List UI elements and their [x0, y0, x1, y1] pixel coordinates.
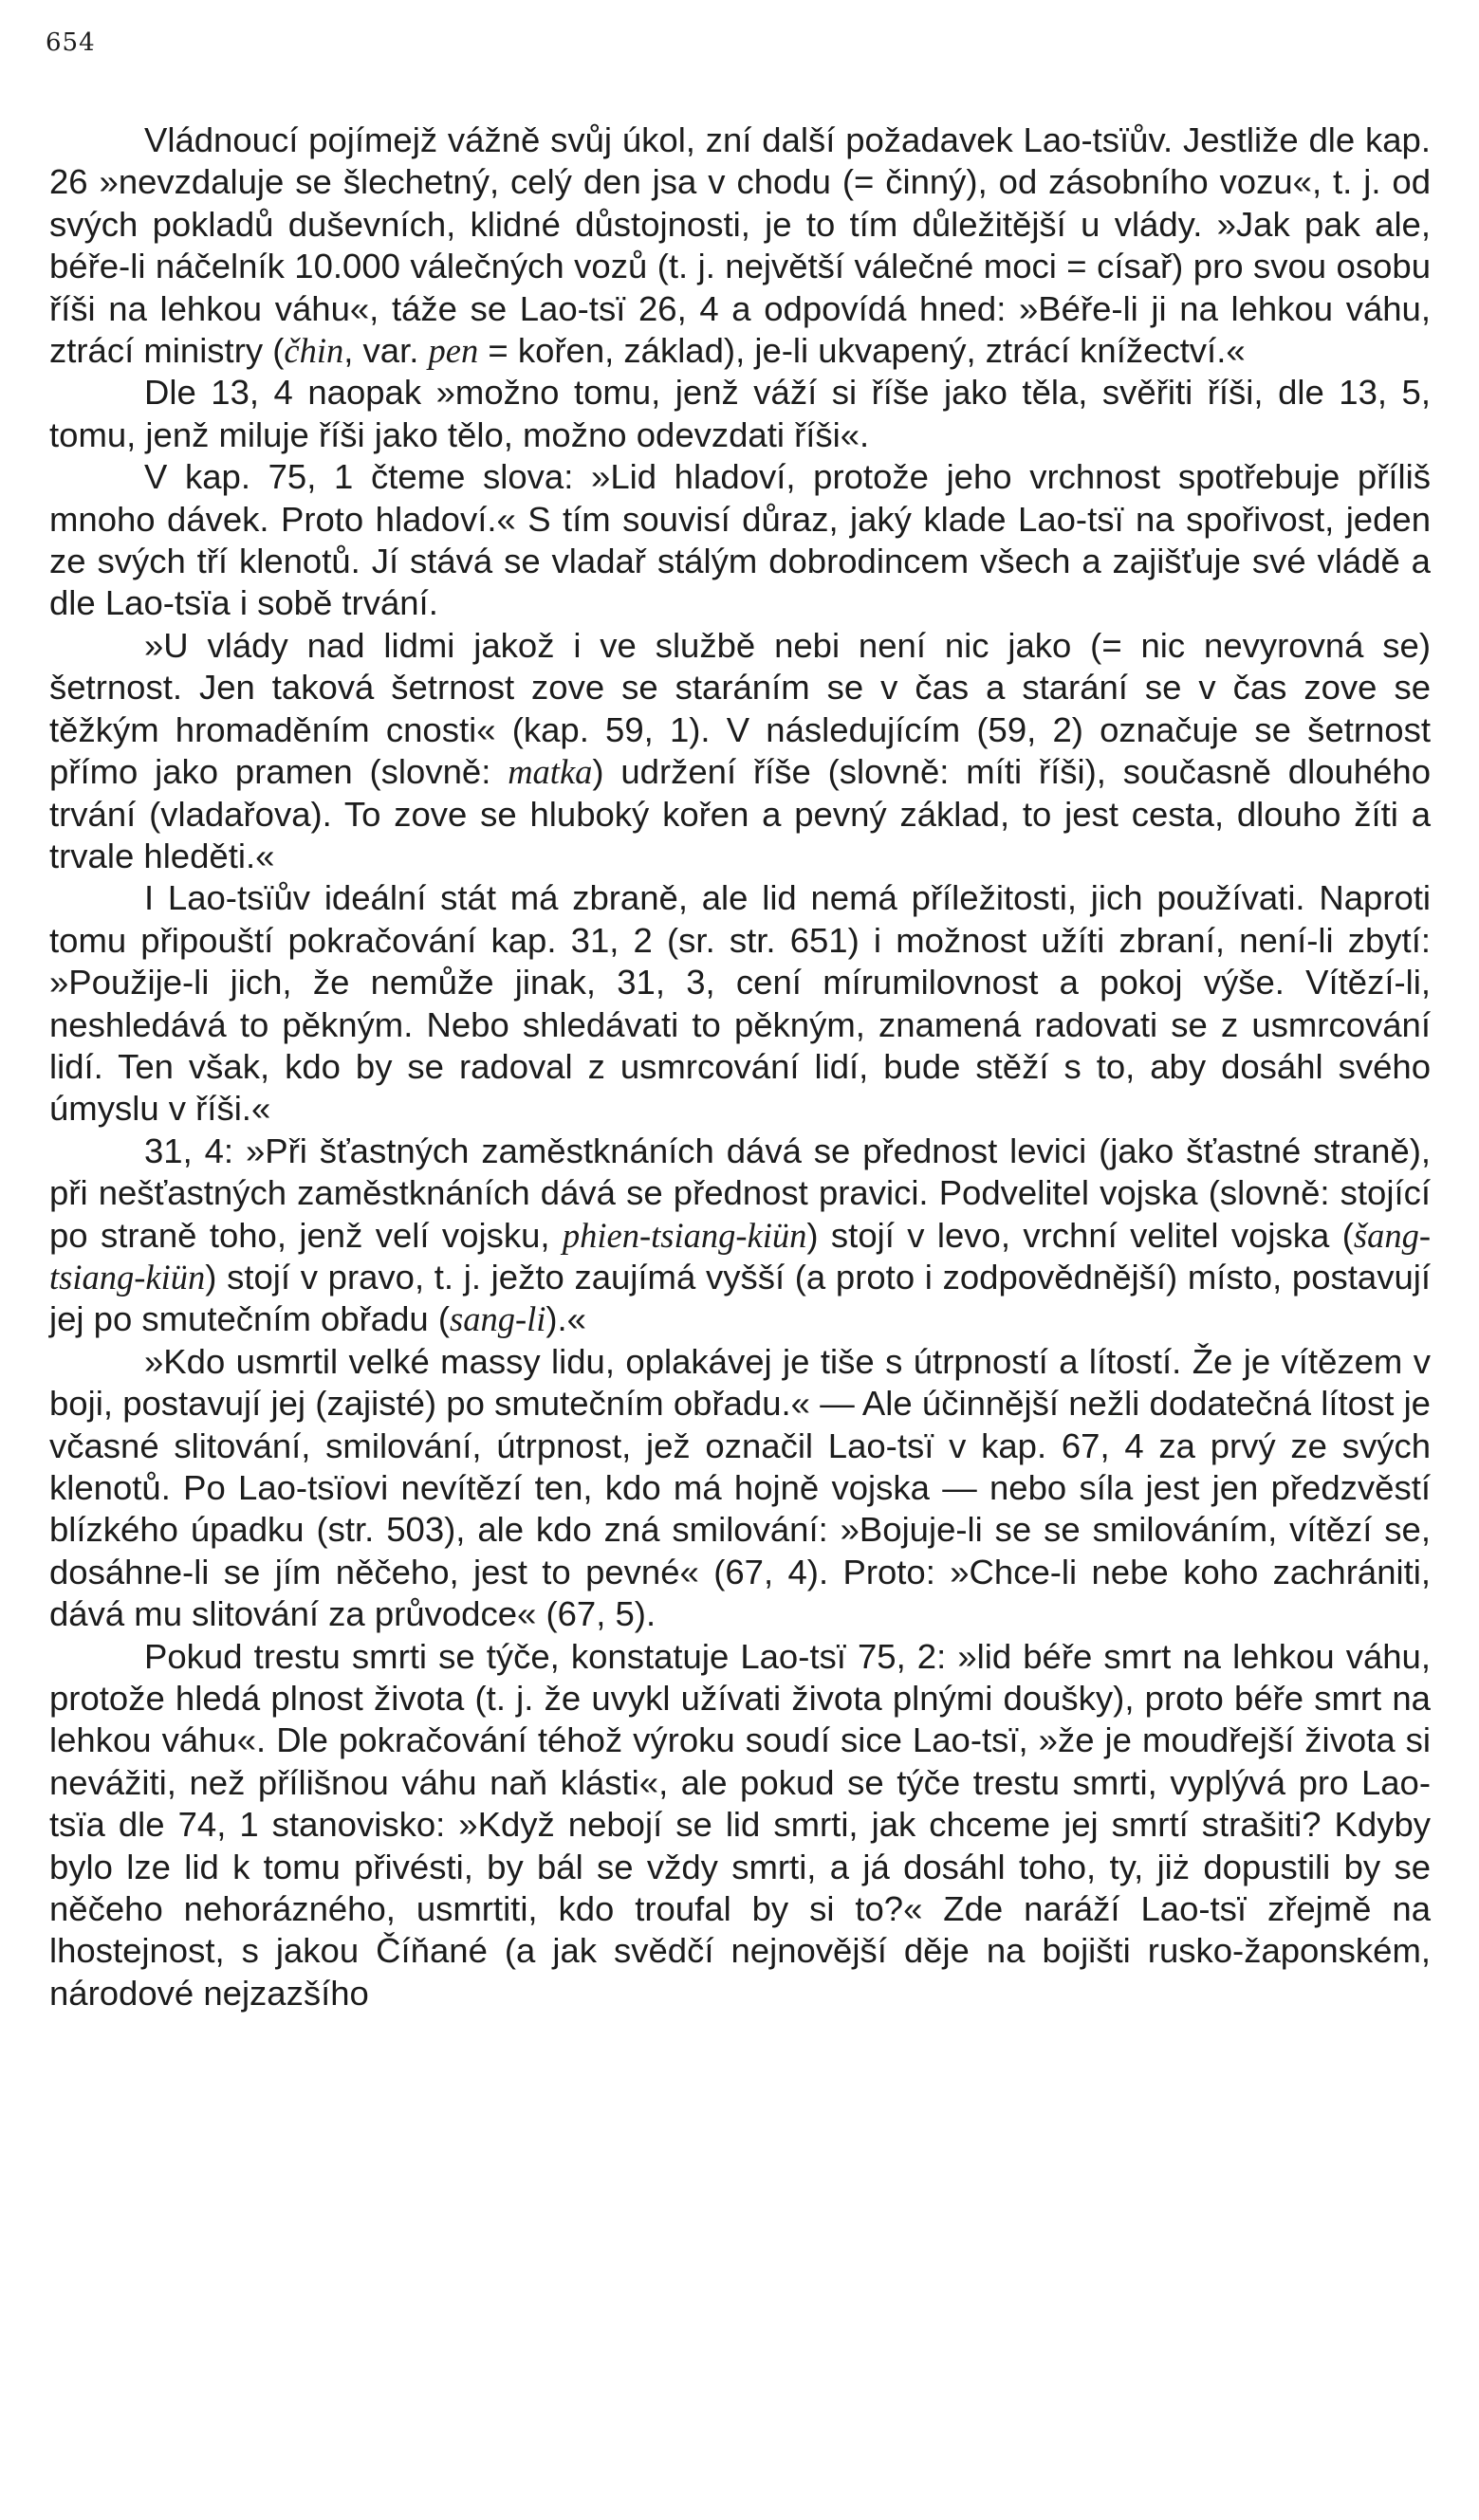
- text-run: »Kdo usmrtil velké massy lidu, oplakávej je tiše s útrpností a lítostí. Že je vítězem v boji, postavují jej (zajisté) po smutečním obřadu.« — Ale účinnější nežli dodatečná lítost je včasné slitování, smilování, útrpnost, jež označil Lao-tsï v kap. 67, 4 za prvý ze svých klenotů. Po Lao-tsïovi nevítězí ten, kdo má hojně vojska — nebo síla jest jen předzvěstí blízkého úpadku (str. 503), ale kdo zná smilování: »Bojuje-li se se smilováním, vítězí se, dosáhne-li se jím něčeho, jest to pevné« (67, 4). Proto: »Chce-li nebe koho zachrániti, dává mu slitování za průvodce« (67, 5).: [49, 1341, 1431, 1634]
- page-number: 654: [46, 28, 96, 57]
- italic-term-sang-li: sang-li: [449, 1299, 546, 1339]
- paragraph-8: [49, 1636, 1431, 2015]
- paragraph-4: [49, 625, 1431, 877]
- paragraph-7: [49, 1341, 1431, 1636]
- text-run: ) stojí v levo, vrchní velitel vojska (: [806, 1215, 1354, 1255]
- text-run: »U vlády nad lidmi jakož i ve službě nebi není nic jako (= nic nevyrovná se) šetrnost. Jen taková šetrnost zove se staráním se v čas a starání se v čas zove se těžkým hromaděním cnosti« (kap. 59, 1). V následujícím (59, 2) označuje se šetrnost přímo jako pramen (slovně:: [49, 625, 1431, 792]
- text-run: I Lao-tsïův ideální stát má zbraně, ale lid nemá příležitosti, jich používati. Naproti tomu připouští pokračování kap. 31, 2 (sr. str. 651) i možnost užíti zbraní, není-li zbytí: »Použije-li jich, že nemůže jinak, 31, 3, cení mírumilovnost a pokoj výše. Vítězí-li, neshledává to pěkným. Nebo shledávati to pěkným, znamená radovati se z usmrcování lidí. Ten však, kdo by se radoval z usmrcování lidí, bude stěží s to, aby dosáhl svého úmyslu v říši.«: [49, 878, 1431, 1129]
- italic-term-chin: čhin: [284, 331, 344, 371]
- text-run: , var.: [343, 331, 429, 371]
- text-run: ) udržení říše (slovně: míti říši), současně dlouhého trvání (vladařova). To zove se hluboký kořen a pevný základ, to jest cesta, dlouho žíti a trvale hleděti.«: [49, 752, 1432, 875]
- text-run: V kap. 75, 1 čteme slova: »Lid hladoví, protože jeho vrchnost spotřebuje příliš mnoho dávek. Proto hladoví.« S tím souvisí důraz, jaký klade Lao-tsï na spořivost, jeden ze svých tří klenotů. Jí stává se vladař stálým dobrodincem všech a zajišťuje své vládě a dle Lao-tsïa i sobě trvání.: [49, 457, 1431, 623]
- paragraph-1: [49, 120, 1431, 372]
- italic-term-phien-tsiang-kiun: phien-tsiang-kiün: [562, 1215, 807, 1255]
- text-run: Dle 13, 4 naopak »možno tomu, jenž váží si říše jako těla, svěřiti říši, dle 13, 5, tomu, jenž miluje říši jako tělo, možno odevzdati říši«.: [49, 373, 1431, 454]
- text-run: ) stojí v pravo, t. j. ježto zaujímá vyšší (a proto i zodpovědnější) místo, postavují jej po smutečním obřadu (: [49, 1257, 1431, 1339]
- text-run: 31, 4: »Při šťastných zaměstknáních dává se přednost levici (jako šťastné straně), při nešťastných zaměstknáních dává se přednost pravici. Podvelitel vojska (slovně: stojící po straně toho, jenž velí vojsku,: [49, 1131, 1431, 1255]
- italic-term-pen: pen: [428, 331, 479, 371]
- text-run: Vládnoucí pojímejž vážně svůj úkol, zní další požadavek Lao-tsïův. Jestliže dle kap. 26 »nevzdaluje se šlechetný, celý den jsa v chodu (= činný), od zásobního vozu«, t. j. od svých pokladů duševních, klidné důstojnosti, je to tím důležitější u vlády. »Jak pak ale, béře-li náčelník 10.000 válečných vozů (t. j. největší válečné moci = císař) pro svou osobu říši na lehkou váhu«, táže se Lao-tsï 26, 4 a odpovídá hned: »Béře-li ji na lehkou váhu, ztrácí ministry (: [49, 120, 1431, 371]
- paragraph-5: [49, 877, 1431, 1130]
- italic-term-matka: matka: [508, 752, 593, 792]
- paragraph-3: [49, 456, 1431, 625]
- body-text: [49, 120, 1431, 2014]
- paragraph-6: [49, 1131, 1431, 1341]
- text-run: ).«: [545, 1299, 586, 1339]
- text-run: Pokud trestu smrti se týče, konstatuje Lao-tsï 75, 2: »lid béře smrt na lehkou váhu, protože hledá plnost života (t. j. že uvykl užívati života plnými doušky), proto béře smrt na lehkou váhu«. Dle pokračování téhož výroku soudí sice Lao-tsï, »že je moudřejší života si nevážiti, než přílišnou váhu naň klásti«, ale pokud se týče trestu smrti, vyplývá pro Lao-tsïa dle 74, 1 stanovisko: »Když nebojí se lid smrti, jak chceme jej smrtí strašiti? Kdyby bylo lze lid k tomu přivésti, by bál se vždy smrti, a já dosáhl toho, ty, jiż dopustili by se něčeho nehorázného, usmrtiti, kdo troufal by si to?« Zde naráží Lao-tsï zřejmě na lhostejnost, s jakou Číňané (a jak svědčí nejnovější děje na bojišti rusko-žaponském, národové nejzazšího: [49, 1636, 1431, 2013]
- italic-term-sang-tsiang-kiun: šang-tsiang-kiün: [49, 1215, 1431, 1297]
- paragraph-2: [49, 372, 1431, 456]
- text-run: = kořen, základ), je-li ukvapený, ztrácí knížectví.«: [478, 331, 1246, 371]
